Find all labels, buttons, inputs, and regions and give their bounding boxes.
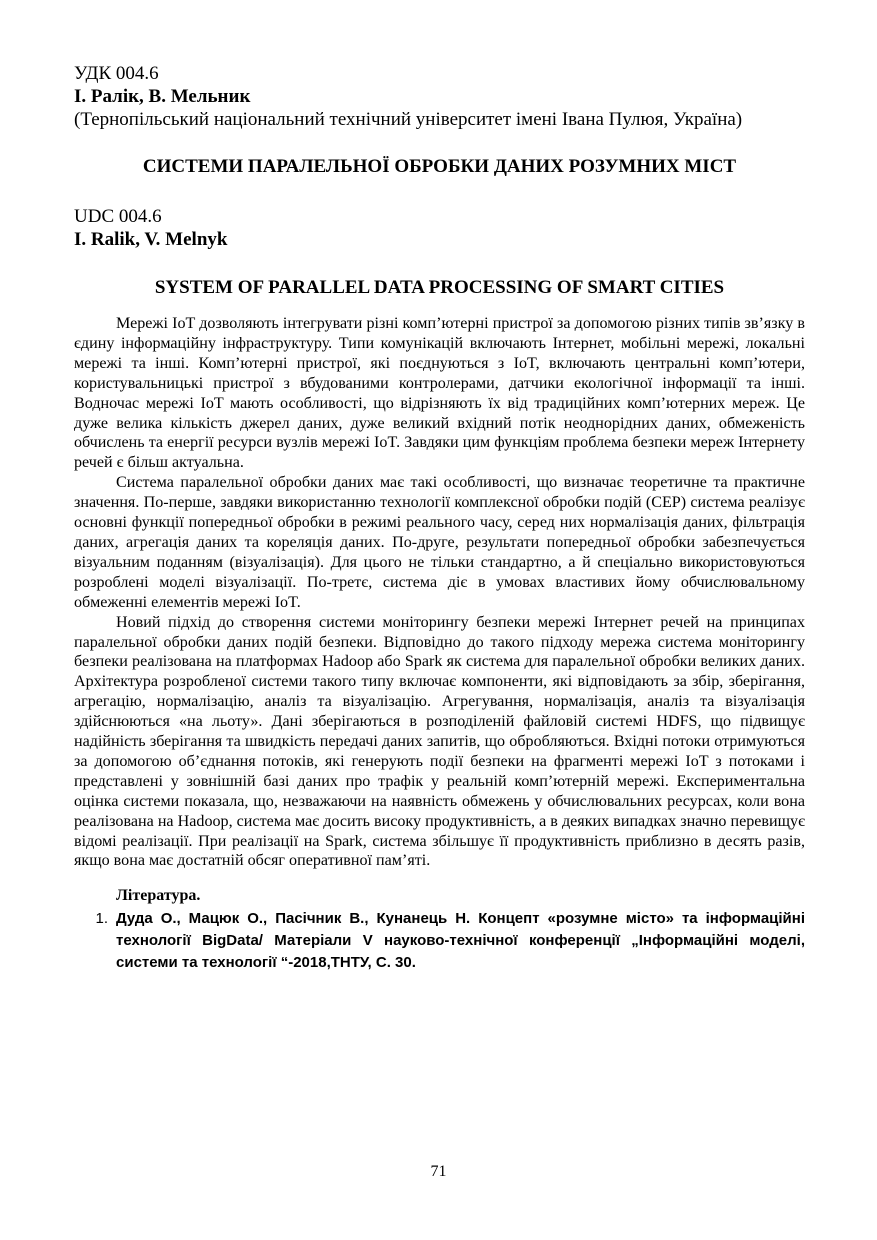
page-number: 71 xyxy=(430,1163,447,1180)
literature-heading: Література. xyxy=(116,887,201,905)
authors-uk: І. Ралік, В. Мельник xyxy=(74,86,251,107)
paragraph-1: Мережі IoT дозволяють інтегрувати різні комп’ютерні пристрої за допомогою різних типів зв’язку в єдину інформаційну інфраструктуру. Типи комунікацій включають Інтернет, мобільні мережі, локальні мережі та інші. Комп’ютерні пристрої, які поєднуються з IoT, включають центральні комп’ютери, користувальницькі пристрої з вбудованими контролерами, датчики екологічної інформації та інші. Водночас мережі IoT мають особливості, що відрізняють їх від традиційних комп’ютерних мереж. Це дуже велика кількість джерел даних, дуже великий вхідний потік неоднорідних даних, обмеженість обчислень та енергії ресурси вузлів мережі IoT. Завдяки цим функціям проблема безпеки мереж Інтернету речей є більш актуальна. xyxy=(74,315,805,472)
body-text xyxy=(74,314,805,871)
affiliation: (Тернопільський національний технічний університет імені Івана Пулюя, Україна) xyxy=(74,109,743,130)
page-content xyxy=(74,62,805,974)
title-uk: СИСТЕМИ ПАРАЛЕЛЬНОЇ ОБРОБКИ ДАНИХ РОЗУМНИХ МІСТ xyxy=(142,156,737,177)
udk-code: УДК 004.6 xyxy=(74,63,159,84)
reference-item xyxy=(74,908,805,974)
reference-number: 1. xyxy=(95,910,108,928)
title-en: SYSTEM OF PARALLEL DATA PROCESSING OF SMART CITIES xyxy=(154,277,725,298)
paragraph-2: Система паралельної обробки даних має такі особливості, що визначає теоретичне та практичне значення. По-перше, завдяки використанню технології комплексної обробки подій (CEP) система реалізує основні функції попередньої обробки в режимі реального часу, серед них нормалізація даних, фільтрація даних, агрегація даних та кореляція даних. По-друге, результати попередньої обробки забезпечується візуальним поданням (візуалізація). Для цього не тільки стандартно, а й спеціально використовуються розроблені моделі візуалізації. По-третє, система діє в умовах властивих йому обчислювальному обмеженні елементів мережі IoT. xyxy=(74,474,805,611)
authors-en: I. Ralik, V. Melnyk xyxy=(74,229,228,250)
udc-code: UDC 004.6 xyxy=(74,206,162,227)
reference-text: Дуда О., Мацюк О., Пасічник В., Кунанець Н. Концепт «розумне місто» та інформаційні технології BigData/ Матеріали V науково-технічної конференції „Інформаційні моделі, системи та технології “-2018,ТНТУ, С. 30. xyxy=(116,910,805,972)
reference-list xyxy=(74,908,805,974)
paragraph-3: Новий підхід до створення системи моніторингу безпеки мережі Інтернет речей на принципах паралельної обробки даних подій безпеки. Відповідно до такого підходу мережа система моніторингу безпеки реалізована на платформах Hadoop або Spark як система для паралельної обробки великих даних. Архітектура розробленої системи такого типу включає компоненти, які відповідають за збір, зберігання, агрегацію, нормалізацію, аналіз та візуалізацію. Агрегування, нормалізація, аналіз та візуалізація здійснюються «на льоту». Дані зберігаються в розподіленій файловій системі HDFS, що підвищує надійність зберігання та швидкість передачі даних запитів, що обробляються. Вхідні потоки отримуються за допомогою об’єднання потоків, які генерують події безпеки на фрагменті мережі IoT з потоками і представлені у зовнішній базі даних про трафік у реальній комп’ютерній мережі. Експериментальна оцінка системи показала, що, незважаючи на наявність обмежень у обчислювальних ресурсах, коли вона реалізована на Hadoop, система має досить високу продуктивність, а в деяких випадках значно перевищує відомі реалізації. При реалізації на Spark, система збільшує її продуктивність приблизно в десять разів, якщо вона має достатній обсяг оперативної пам’яті. xyxy=(74,613,805,870)
